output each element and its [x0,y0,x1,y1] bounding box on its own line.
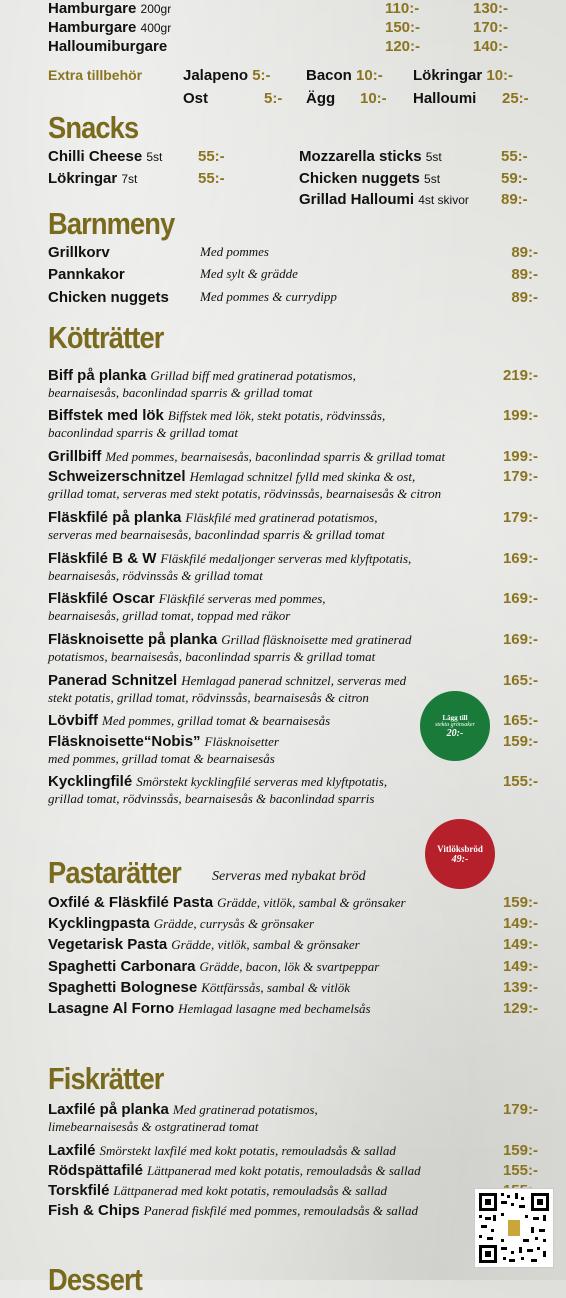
section-heading-pasta: Pastarätter [48,855,181,890]
menu-item: Panerad Schnitzel Hemlagad panerad schnitzel, serveras med 165:- stekt potatis, grillad tomat, rödvinssås, bearnaisesås & citron [48,672,538,705]
extra-item: Ost [183,90,209,107]
menu-item: Kycklingpasta Grädde, currysås & grönsaker 149:- [48,915,538,932]
section-heading-kottratter: Kötträtter [48,320,164,355]
section-heading-fisk: Fiskrätter [48,1061,164,1096]
menu-item: Halloumiburgare [48,38,168,55]
item-price: 170:- [473,19,509,36]
menu-item: Lasagne Al Forno Hemlagad lasagne med bechamelsås 129:- [48,1000,538,1017]
extra-item: Ägg [306,90,336,107]
extra-item: Bacon 10:- [306,67,383,84]
menu-item: Torskfilé Lättpanerad med kokt potatis, remouladsås & sallad [48,1182,388,1199]
menu-item: Hamburgare 400gr [48,19,172,36]
menu-item: Laxfilé på planka Med gratinerad potatismos, 179:- limebearnaisesås & ostgratinerad tomat [48,1101,538,1134]
menu-item: Grillad Halloumi 4st skivor [299,191,469,208]
qr-code[interactable] [474,1188,554,1268]
menu-item: Fläskfilé på planka Fläskfilé med gratinerad potatismos, 179:- serveras med bearnaisesås, baconlindad sparris & grillad tomat [48,509,538,542]
item-price: 130:- [473,0,509,17]
menu-item: Schweizerschnitzel Hemlagad schnitzel fylld med skinka & ost, 179:- grillad tomat, serveras med stekt potatis, rödvinssås, bearnaisesås & citron [48,468,538,501]
menu-item: Spaghetti Bolognese Köttfärssås, sambal & vitlök 139:- [48,979,538,996]
item-price: 89:- [501,191,528,208]
item-price: 10:- [360,90,387,107]
menu-item: Fläsknoisette på planka Grillad fläsknoisette med gratinerad 169:- potatismos, bearnaisesås, baconlindad sparris & grillad tomat [48,631,538,664]
extra-item: Lökringar 10:- [413,67,514,84]
extras-label: Extra tillbehör [48,67,143,83]
item-price: 140:- [473,38,509,55]
menu-item: Biff på planka Grillad biff med gratinerad potatismos, 219:- bearnaisesås, baconlindad sparris & grillad tomat [48,367,538,400]
item-price: 5:- [264,90,283,107]
item-price: 120:- [385,38,421,55]
item-price: 110:- [385,0,420,17]
menu-item: Fläsknoisette“Nobis” Fläsknoisetter 159:- med pommes, grillad tomat & bearnaisesås [48,733,538,766]
menu-item: Spaghetti Carbonara Grädde, bacon, lök & svartpeppar 149:- [48,958,538,975]
extra-item: Jalapeno 5:- [183,67,271,84]
item-price: 55:- [198,148,225,165]
section-heading-dessert: Dessert [48,1262,142,1297]
menu-item: Fish & Chips Panerad fiskfilé med pommes, remouladsås & sallad [48,1202,418,1219]
section-subtitle: Serveras med nybakat bröd [212,869,366,884]
garlic-bread-badge: Vitlöksbröd 49:- [428,822,492,886]
qr-code-icon [475,1189,553,1267]
add-vegetables-badge: Lägg till stekta grönsaker 20:- [423,694,487,758]
menu-item: Oxfilé & Fläskfilé Pasta Grädde, vitlök, sambal & grönsaker 159:- [48,894,538,911]
item-price: 55:- [198,170,225,187]
menu-item: Vegetarisk Pasta Grädde, vitlök, sambal & grönsaker 149:- [48,936,538,953]
menu-item: Chilli Cheese 5st [48,148,163,165]
menu-item: Grillkorv Med pommes 89:- [48,244,538,261]
menu-item: Grillbiff Med pommes, bearnaisesås, baconlindad sparris & grillad tomat 199:- [48,448,538,465]
menu-item: Lökringar 7st [48,170,138,187]
menu-item: Mozzarella sticks 5st [299,148,442,165]
menu-item: Biffstek med lök Biffstek med lök, stekt potatis, rödvinssås, 199:- baconlindad sparris & grillad tomat [48,407,538,440]
item-price: 55:- [501,148,528,165]
menu-item: Fläskfilé B & W Fläskfilé medaljonger serveras med klyftpotatis, 169:- bearnaisesås, rödvinssås & grillad tomat [48,550,538,583]
menu-item: Fläskfilé Oscar Fläskfilé serveras med pommes, 169:- bearnaisesås, grillad tomat, toppad med räkor [48,590,538,623]
menu-item: Chicken nuggets Med pommes & currydipp 89:- [48,289,538,306]
section-heading-barnmeny: Barnmeny [48,206,175,241]
menu-item: Chicken nuggets 5st [299,170,441,187]
item-price: 59:- [501,170,528,187]
menu-item: Rödspättafilé Lättpanerad med kokt potatis, remouladsås & sallad 155:- [48,1162,538,1179]
section-heading-snacks: Snacks [48,110,139,145]
menu-item: Laxfilé Smörstekt laxfilé med kokt potatis, remouladsås & sallad 159:- [48,1142,538,1159]
extra-item: Halloumi [413,90,477,107]
menu-item: Lövbiff Med pommes, grillad tomat & bearnaisesås 165:- [48,712,538,729]
item-price: 25:- [502,90,529,107]
menu-item: Pannkakor Med sylt & grädde 89:- [48,266,538,283]
menu-item: Hamburgare 200gr [48,0,172,17]
menu-item: Kycklingfilé Smörstekt kycklingfilé serveras med klyftpotatis, 155:- grillad tomat, rödvinssås, bearnaisesås & baconlindad sparris [48,773,538,806]
item-price: 150:- [385,19,421,36]
